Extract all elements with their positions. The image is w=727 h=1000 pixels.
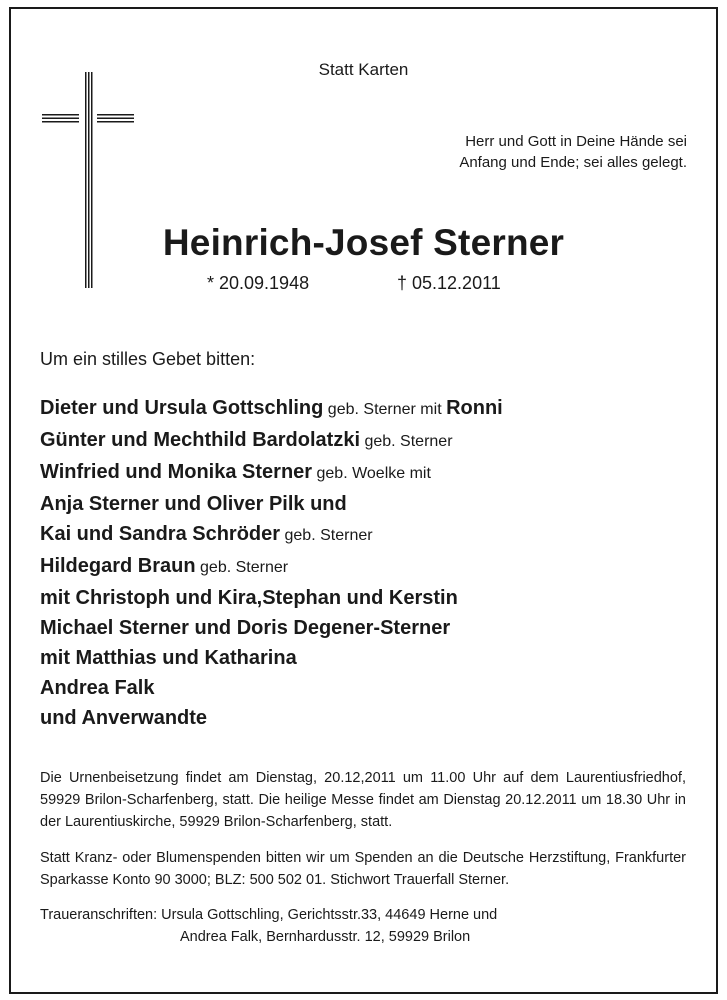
mourner-line: Günter und Mechthild Bardolatzki geb. Sterner bbox=[40, 429, 453, 451]
header-title: Statt Karten bbox=[318, 60, 409, 79]
deceased-name: Heinrich-Josef Sterner bbox=[162, 222, 565, 263]
ceremony-info: Die Urnenbeisetzung findet am Dienstag, 20.12,2011 um 11.00 Uhr auf dem Laurentiusfriedhof, 59929 Brilon-Scharfenberg, statt. Die heilige Messe findet am Dienstag 20.12.2011 um 18.30 Uhr in der Laurentiuskirche, 59929 Brilon-Scharfenberg, statt. bbox=[40, 770, 686, 830]
mourner-line: Winfried und Monika Sterner geb. Woelke mit bbox=[40, 461, 431, 483]
mourner-line: Anja Sterner und Oliver Pilk und bbox=[40, 493, 347, 515]
verse-line: Anfang und Ende; sei alles gelegt. bbox=[459, 154, 687, 171]
mourner-line: Michael Sterner und Doris Degener-Sterner bbox=[40, 617, 451, 639]
address-line: Andrea Falk, Bernhardusstr. 12, 59929 Brilon bbox=[180, 929, 471, 945]
verse-line: Herr und Gott in Deine Hände sei bbox=[465, 133, 687, 150]
bible-verse bbox=[459, 131, 687, 173]
mourner-line: Dieter und Ursula Gottschling geb. Sterner mit Ronni bbox=[40, 397, 503, 419]
birth-date: * 20.09.1948 bbox=[207, 273, 310, 293]
mourner-line: Andrea Falk bbox=[40, 677, 155, 699]
mourner-line: und Anverwandte bbox=[40, 707, 208, 729]
death-date: † 05.12.2011 bbox=[397, 273, 501, 293]
mourner-line: Hildegard Braun geb. Sterner bbox=[40, 555, 289, 577]
address-line: Traueranschriften: Ursula Gottschling, Gerichtsstr.33, 44649 Herne und bbox=[40, 907, 498, 923]
mourners-list bbox=[40, 393, 503, 733]
prayer-request: Um ein stilles Gebet bitten: bbox=[40, 349, 256, 369]
mourner-line: mit Matthias und Katharina bbox=[40, 647, 297, 669]
mourner-line: mit Christoph und Kira,Stephan und Kerstin bbox=[40, 587, 458, 609]
mourner-line: Kai und Sandra Schröder geb. Sterner bbox=[40, 523, 373, 545]
donation-info: Statt Kranz- oder Blumenspenden bitten wir um Spenden an die Deutsche Herzstiftung, Frankfurter Sparkasse Konto 90 3000; BLZ: 500 502 01. Stichwort Trauerfall Sterner. bbox=[40, 850, 686, 888]
